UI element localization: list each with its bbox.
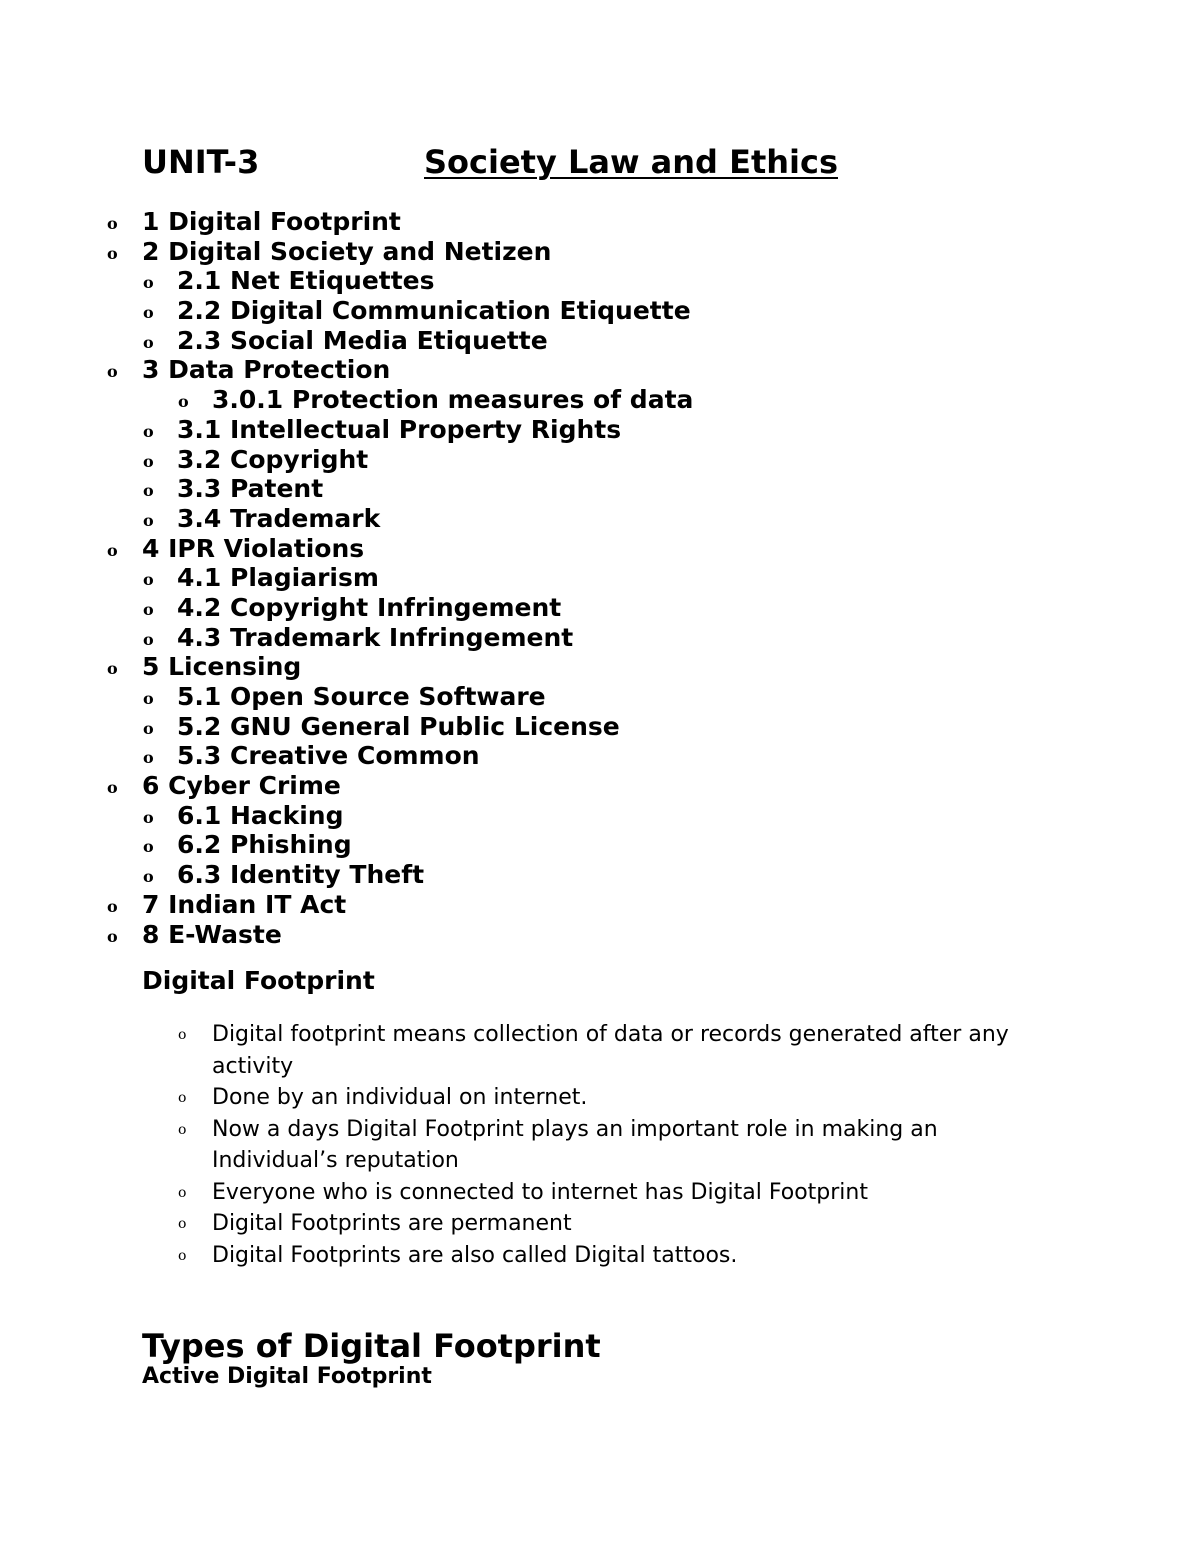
bullet-icon: o [143, 481, 154, 501]
bullet-icon: o [107, 659, 118, 679]
bullet-icon: o [143, 421, 154, 441]
toc-item-label: 3.0.1 Protection measures of data [212, 385, 694, 415]
toc-item-label: 7 Indian IT Act [142, 889, 347, 919]
toc-item-label: 5 Licensing [142, 652, 302, 682]
list-item [0, 1240, 1042, 1272]
list-item [0, 1019, 1042, 1082]
toc-item-label: 6.2 Phishing [177, 830, 352, 860]
toc-item-label: 2.2 Digital Communication Etiquette [177, 296, 691, 326]
toc-item-label: 3 Data Protection [142, 355, 391, 385]
unit-title: Society Law and Ethics [424, 143, 838, 181]
bullet-icon: o [107, 214, 118, 233]
bullet-icon: o [143, 332, 154, 352]
toc-item-label: 5.2 GNU General Public License [177, 711, 620, 741]
bullet-icon: o [143, 807, 154, 827]
toc-item-label: 3.4 Trademark [177, 503, 381, 533]
digital-footprint-points [0, 1019, 1200, 1271]
bullet-icon: o [143, 718, 154, 738]
toc-item-label: 6.1 Hacking [177, 800, 344, 830]
bullet-icon: o [143, 510, 154, 530]
bullet-icon: o [107, 540, 118, 560]
toc-item-label: 2 Digital Society and Netizen [142, 236, 552, 266]
bullet-icon: o [107, 926, 118, 946]
bullet-icon: o [178, 1090, 187, 1106]
bullet-icon: o [178, 1216, 187, 1232]
page-title [142, 140, 838, 184]
toc-item-label: 5.1 Open Source Software [177, 682, 546, 711]
list-item-text: Done by an individual on internet. [212, 1085, 588, 1110]
bullet-icon: o [143, 273, 154, 293]
bullet-icon: o [178, 1184, 187, 1201]
section-heading-types: Types of Digital Footprint [142, 1327, 601, 1365]
list-item-text: Everyone who is connected to internet has Digital Footprint [212, 1179, 868, 1205]
bullet-icon: o [143, 570, 154, 590]
toc-item-label: 8 E-Waste [142, 919, 282, 949]
bullet-icon: o [143, 599, 154, 619]
unit-label: UNIT-3 [142, 143, 260, 181]
toc-item-label: 4.2 Copyright Infringement [177, 592, 562, 622]
list-item-text: Now a days Digital Footprint plays an important role in making an Individual’s reputation [212, 1116, 938, 1173]
bullet-icon: o [107, 362, 118, 382]
section-heading-digital-footprint: Digital Footprint [142, 966, 375, 995]
list-item [0, 1082, 1042, 1114]
toc-item-label: 3.1 Intellectual Property Rights [177, 414, 622, 444]
bullet-icon: o [178, 392, 189, 412]
bullet-icon: o [143, 303, 154, 323]
bullet-icon: o [143, 837, 154, 857]
bullet-icon: o [107, 243, 118, 263]
bullet-icon: o [143, 629, 154, 649]
bullet-icon: o [143, 451, 154, 471]
bullet-icon: o [178, 1121, 187, 1138]
toc-item-label: 3.2 Copyright [177, 444, 369, 474]
subheading-active-footprint: Active Digital Footprint [142, 1364, 432, 1389]
toc-item-label: 6.3 Identity Theft [177, 860, 425, 890]
toc-item-label: 1 Digital Footprint [142, 207, 401, 236]
bullet-icon: o [143, 867, 154, 887]
toc-item-label: 2.1 Net Etiquettes [177, 266, 435, 296]
toc-item-label: 4.3 Trademark Infringement [177, 622, 574, 652]
list-item-text: Digital Footprints are also called Digital tattoos. [212, 1242, 738, 1268]
toc-item-label: 6 Cyber Crime [142, 771, 341, 801]
bullet-icon: o [143, 689, 154, 708]
toc-item-label: 4 IPR Violations [142, 533, 365, 563]
list-item [0, 1114, 1042, 1177]
list-item-text: Digital footprint means collection of data or records generated after any activity [212, 1022, 1009, 1079]
bullet-icon: o [178, 1247, 187, 1264]
list-item-text: Digital Footprints are permanent [212, 1211, 572, 1236]
list-item [0, 1208, 1042, 1240]
bullet-icon: o [143, 748, 154, 768]
toc-item-label: 2.3 Social Media Etiquette [177, 325, 548, 355]
bullet-icon: o [107, 896, 118, 916]
toc-item-label: 3.3 Patent [177, 474, 324, 504]
bullet-icon: o [178, 1027, 187, 1043]
toc-item-label: 5.3 Creative Common [177, 741, 480, 771]
bullet-icon: o [107, 778, 118, 798]
toc-item-label: 4.1 Plagiarism [177, 563, 379, 593]
list-item [0, 1177, 1042, 1209]
